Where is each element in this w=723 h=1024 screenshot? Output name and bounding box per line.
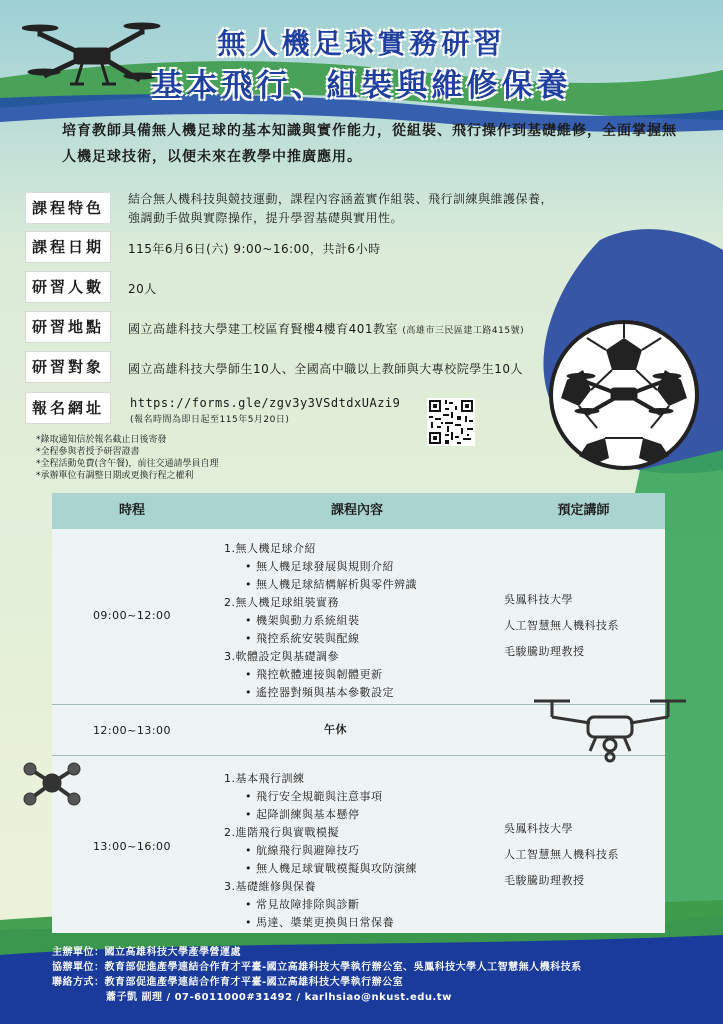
intro-text: 培育教師具備無人機足球的基本知識與實作能力，從組裝、飛行操作到基礎維修，全面掌握無人機足球技術，以便未來在教學中推廣應用。 [62, 123, 677, 165]
note-item: *承辦單位有調整日期或更換行程之權利 [36, 471, 194, 481]
label-signup: 報名網址 [26, 393, 110, 423]
header-content: 課程內容 [330, 503, 383, 518]
content-morning: 1.無人機足球介紹 • 無人機足球發展與規則介紹 • 無人機足球結構解析與零件辨識 2.無人機足球組裝實務 • 機架與動力系統組裝 • 飛控系統安裝與配線 3.軟體設定與基礎調參 • 飛控軟體連接與韌體更新 • 遙控器對頻與基本參數設定 [224, 542, 417, 699]
table-header [52, 493, 665, 529]
label-location: 研習地點 [26, 312, 110, 342]
value-features: 結合無人機科技與競技運動，課程內容涵蓋實作組裝、飛行訓練與維護保養， 強調動手做與實際操作，提升學習基礎與實用性。 [128, 192, 554, 225]
notes-list [36, 434, 219, 482]
value-date: 115年6月6日(六) 9:00~16:00，共計6小時 [128, 242, 381, 256]
small-drone-icon [22, 755, 82, 811]
label-features: 課程特色 [26, 193, 110, 223]
footer-contact-detail: 蕭子凱 副理 / 07-6011000#31492 / karlhsiao@nkust.edu.tw [106, 992, 452, 1003]
label-capacity: 研習人數 [26, 272, 110, 302]
value-capacity: 20人 [128, 282, 157, 296]
lunch-label: 午休 [324, 723, 347, 736]
footer [52, 945, 582, 1005]
page-subtitle: 基本飛行、組裝與維修保養 [151, 68, 572, 104]
value-location: 國立高雄科技大學建工校區育賢樓4樓育401教室 (高雄市三民區建工路415號) [128, 322, 525, 336]
page-title: 無人機足球實務研習 [217, 27, 506, 60]
qr-code[interactable] [427, 398, 475, 446]
header-time: 時程 [118, 503, 145, 518]
time-afternoon: 13:00~16:00 [92, 840, 172, 853]
note-item: *錄取通知信於報名截止日後寄發 [36, 435, 167, 445]
soccer-drone-icon [547, 318, 701, 472]
note-item: *全程參與者授予研習證書 [36, 447, 140, 457]
content-afternoon: 1.基本飛行訓練 • 飛行安全規範與注意事項 • 起降訓練與基本懸停 2.進階飛行與實戰模擬 • 航線飛行與避障技巧 • 無人機足球實戰模擬與攻防演練 3.基礎維修與保養 • 常見故障排除與診斷 • 馬達、槳葉更換與日常保養 [224, 772, 417, 929]
time-lunch: 12:00~13:00 [92, 724, 172, 737]
note-item: *全程活動免費(含午餐)，前往交通請學員自理 [36, 459, 219, 469]
label-audience: 研習對象 [26, 352, 110, 382]
time-morning: 09:00~12:00 [92, 609, 172, 622]
header-teacher: 預定講師 [557, 503, 610, 518]
footer-host: 主辦單位：國立高雄科技大學產學營運處 [52, 947, 241, 958]
value-audience: 國立高雄科技大學師生10人、全國高中職以上教師與大專校院學生10人 [128, 362, 524, 376]
drone-outline-icon [530, 695, 690, 775]
teacher-morning: 吳鳳科技大學 人工智慧無人機科技系 毛駿騰助理教授 [504, 593, 619, 658]
footer-co: 協辦單位：教育部促進產學連結合作育才平臺-國立高雄科技大學執行辦公室、吳鳳科技大學人工智慧無人機科技系 [52, 962, 582, 973]
value-signup: https://forms.gle/zgv3y3VSdtdxUAzi9 (報名時間為即日起至115年5月20日) [130, 396, 401, 425]
footer-contact: 聯絡方式：教育部促進產學連結合作育才平臺-國立高雄科技大學執行辦公室 [52, 977, 404, 988]
teacher-afternoon: 吳鳳科技大學 人工智慧無人機科技系 毛駿騰助理教授 [504, 822, 619, 887]
signup-link[interactable]: https://forms.gle/zgv3y3VSdtdxUAzi9 [130, 396, 401, 410]
label-date: 課程日期 [26, 232, 110, 262]
